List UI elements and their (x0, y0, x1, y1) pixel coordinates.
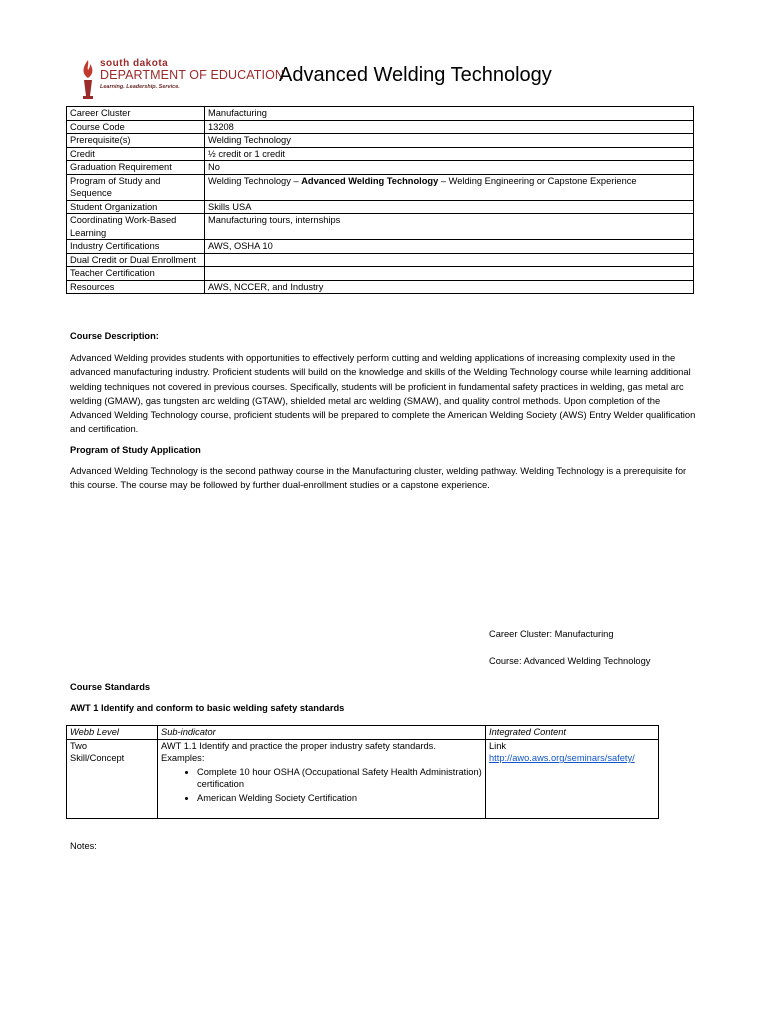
table-row (67, 200, 694, 214)
column-header-integrated-content: Integrated Content (486, 726, 659, 740)
row-value (205, 174, 694, 200)
webb-level-cell (67, 739, 158, 818)
row-value: AWS, NCCER, and Industry (205, 280, 694, 294)
document-title: Advanced Welding Technology (279, 64, 552, 86)
row-value: No (205, 161, 694, 175)
table-row (67, 134, 694, 148)
integrated-label: Link (489, 740, 507, 751)
column-header-webb-level: Webb Level (67, 726, 158, 740)
sequence-pre: Welding Technology – (208, 175, 302, 186)
row-value: 13208 (205, 120, 694, 134)
row-label: Dual Credit or Dual Enrollment (67, 253, 205, 267)
row-label: Graduation Requirement (67, 161, 205, 175)
logo-line2: DEPARTMENT OF EDUCATION (100, 68, 285, 82)
examples-list (161, 766, 482, 805)
table-row (67, 120, 694, 134)
notes-label: Notes: (70, 841, 97, 851)
table-row (67, 280, 694, 294)
row-value: Manufacturing tours, internships (205, 214, 694, 240)
row-value: Welding Technology (205, 134, 694, 148)
row-label: Program of Study and Sequence (67, 174, 205, 200)
table-row (67, 174, 694, 200)
row-value: AWS, OSHA 10 (205, 240, 694, 254)
flame-torch-icon (78, 58, 98, 100)
table-row (67, 161, 694, 175)
sub-indicator-text: AWT 1.1 Identify and practice the proper industry safety standards. (161, 740, 436, 751)
sd-doe-logo (78, 58, 285, 100)
list-item: • American Welding Society Certification (197, 792, 482, 805)
table-row (67, 107, 694, 121)
webb-level-type: Skill/Concept (70, 753, 125, 763)
course-info-table (66, 106, 694, 294)
row-value: Manufacturing (205, 107, 694, 121)
row-label: Course Code (67, 120, 205, 134)
examples-label: Examples: (161, 753, 205, 763)
row-label: Student Organization (67, 200, 205, 214)
course-label: Course: Advanced Welding Technology (489, 656, 651, 666)
row-label: Resources (67, 280, 205, 294)
program-of-study-body: Advanced Welding Technology is the second pathway course in the Manufacturing cluster, welding pathway. Welding Technology is a prerequisite for this course. The course may be followed by further dual-enrollment studies or a capstone experience. (70, 465, 687, 491)
column-header-sub-indicator: Sub-indicator (158, 726, 486, 740)
sequence-post: – Welding Engineering or Capstone Experience (438, 175, 637, 186)
table-row (67, 214, 694, 240)
course-description-body: Advanced Welding provides students with opportunities to effectively perform cutting and welding applications of increasing complexity used in the advanced manufacturing industry. Proficient students will build on the knowledge and skills of the Welding Technology course while learning additional welding techniques not covered in previous courses. Specifically, students will be proficient in fundamental safety practices in welding, gas metal arc welding (GMAW), gas tungsten arc welding (GTAW), shielded metal arc welding (SMAW), and quality control methods. Upon completion of the Advanced Welding Technology course, proficient students will be prepared to complete the American Welding Society (AWS) Entry Welder qualification and certification. (70, 352, 696, 435)
table-header-row (67, 726, 659, 740)
row-value: ½ credit or 1 credit (205, 147, 694, 161)
table-row (67, 267, 694, 281)
row-label: Industry Certifications (67, 240, 205, 254)
row-label: Teacher Certification (67, 267, 205, 281)
row-label: Credit (67, 147, 205, 161)
table-row (67, 739, 659, 818)
row-value: Skills USA (205, 200, 694, 214)
table-row (67, 240, 694, 254)
logo-tagline: Learning. Leadership. Service. (100, 84, 180, 90)
program-of-study-heading: Program of Study Application (70, 445, 201, 455)
sub-indicator-cell (158, 739, 486, 818)
career-cluster-label: Career Cluster: Manufacturing (489, 629, 614, 639)
course-description-heading: Course Description: (70, 331, 159, 341)
standard-title: AWT 1 Identify and conform to basic welding safety standards (70, 703, 345, 713)
course-standards-heading: Course Standards (70, 682, 151, 692)
standards-table (66, 725, 659, 819)
row-value (205, 267, 694, 281)
row-label: Coordinating Work-Based Learning (67, 214, 205, 240)
row-value (205, 253, 694, 267)
safety-seminar-link[interactable]: http://awo.aws.org/seminars/safety/ (489, 753, 635, 763)
integrated-content-cell (486, 739, 659, 818)
table-row (67, 253, 694, 267)
row-label: Career Cluster (67, 107, 205, 121)
sequence-current: Advanced Welding Technology (301, 175, 439, 186)
row-label: Prerequisite(s) (67, 134, 205, 148)
table-row (67, 147, 694, 161)
webb-level-number: Two (70, 740, 88, 751)
logo-line1: south dakota (100, 58, 169, 69)
list-item: • Complete 10 hour OSHA (Occupational Safety Health Administration) certification (197, 766, 482, 791)
